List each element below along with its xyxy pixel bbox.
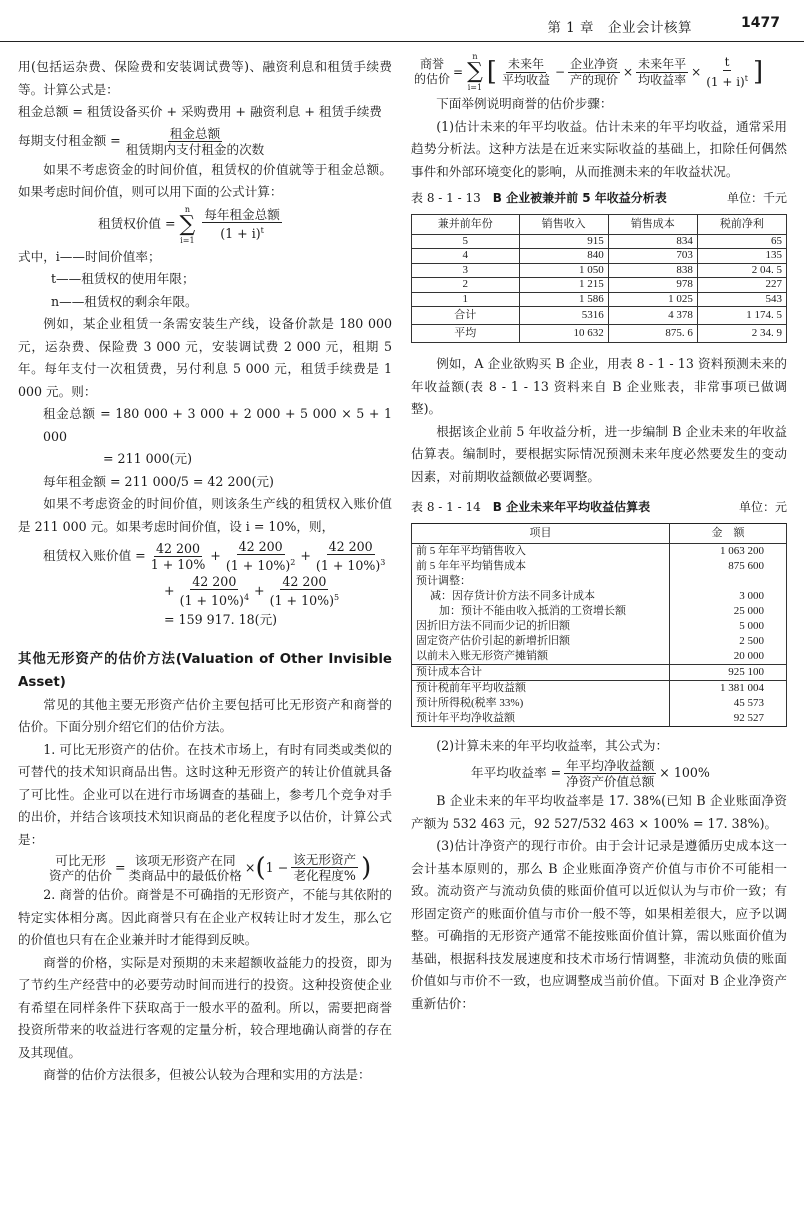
table-row <box>412 292 787 307</box>
table-cell: 92 527 <box>670 711 787 727</box>
table-cell: 20 000 <box>670 649 787 665</box>
table-row <box>412 559 787 574</box>
paragraph: B 企业未来的年平均收益率是 17. 38%(已知 B 企业账面净资产额为 532 463 元，92 527/532 463 × 100% = 17. 38%)。 <box>411 793 787 831</box>
definition: t——租赁权的使用年限； <box>51 271 195 286</box>
table-row <box>412 696 787 711</box>
table-row <box>412 619 787 634</box>
table-row <box>412 680 787 696</box>
table-cell: 1 381 004 <box>670 680 787 696</box>
section-heading: 其他无形资产的估价方法(Valuation of Other Invisible Asset) <box>18 651 392 690</box>
definition: 式中，i——时间价值率； <box>18 248 161 264</box>
table-cell: 前 5 年年平均销售成本 <box>412 559 670 574</box>
table-cell: 978 <box>608 278 697 293</box>
sigma-symbol: n ∑ i=1 <box>467 52 483 92</box>
table-cell: 925 100 <box>670 664 787 680</box>
table-cell: 合计 <box>412 307 520 325</box>
table-cell: 703 <box>608 249 697 264</box>
paragraph: 如果不考虑资金的时间价值，则该条生产线的租赁权入账价值是 211 000 元。如果考虑时间价值，设 i = 10%，则， <box>18 496 392 534</box>
table-cell: 227 <box>697 278 786 293</box>
income-analysis-table: 兼并前年份 销售收入 销售成本 税前净利 5 915 834 65 4 840 703 135 3 1 050 838 2 04. 5 2 1 215 978 227 1 1 586 1 025 543 合计 5316 4 378 1 174. 5 平均 10 632 875. 6 2 34. 9 <box>411 214 787 344</box>
table-cell: 3 <box>412 263 520 278</box>
table-cell: 840 <box>519 249 608 264</box>
table-row <box>412 263 787 278</box>
table-cell: 543 <box>697 292 786 307</box>
equation: = 211 000(元) <box>103 451 193 466</box>
table-row <box>412 634 787 649</box>
equation-result: = 159 917. 18(元) <box>164 612 278 628</box>
table-cell: 875. 6 <box>608 325 697 343</box>
table-cell: 固定资产估价引起的新增折旧额 <box>412 634 670 649</box>
formula-return-rate: 年平均收益率 = $\frac{\text{年平均净收益额}}{\text{净资产价值总额}}$ × 100% <box>471 758 710 789</box>
paragraph: (3)估计净资产的现行市价。由于会计记录是遵循历史成本这一会计基本原则的，那么 B 企业账面净资产价值与市价不可能相一致。流动资产与流动负债的账面价值可以近似认为与市价一致；有形固定资产的账面价值与市价一般不等，如果相差很大，应予以调整。可确指的无形资产通常不能按账面价值计算，需以账面价值为基础，根据科技发展速度和技术市场行情调整，非流动负债的账面价值如与市价不一致，也应调整成当前价值。下面对 B 企业净资产重新估价： <box>411 838 787 1011</box>
table-cell: 3 000 <box>670 589 787 604</box>
table-cell: 65 <box>697 234 786 249</box>
paragraph: 2. 商誉的估价。商誉是不可确指的无形资产，不能与其依附的特定实体相分离。因此商誉只有在企业产权转让时才发生，那么它的价值也只有在企业兼并时才能得到反映。 <box>18 887 392 948</box>
fraction: $\frac{\text{每年租金总额}}{(1 + i)^t}$ <box>204 207 280 242</box>
table-row <box>412 589 787 604</box>
table-cell: 1 174. 5 <box>697 307 786 325</box>
table-cell: 2 <box>412 278 520 293</box>
paragraph: 下面举例说明商誉的估价步骤： <box>436 96 613 111</box>
formula-goodwill: 商誉 的估价 = n ∑ i=1 [ $\frac{\text{未来年}}{\text{平均收益}}$ − $\frac{\text{企业净资}}{\text{产的现价}}$ × $\frac{\text{未来年平}}{\text{均收益率}}$ × $\frac{t}{(1 + i)^t}$ ] <box>414 52 764 92</box>
table-cell: 2 04. 5 <box>697 263 786 278</box>
table-cell: 25 000 <box>670 604 787 619</box>
table-cell: 1 215 <box>519 278 608 293</box>
total-row <box>412 307 787 325</box>
table-cell: 因折旧方法不同而少记的折旧额 <box>412 619 670 634</box>
header-rule <box>0 41 804 42</box>
table-cell: 1 586 <box>519 292 608 307</box>
income-estimate-table: 项目 金 额 前 5 年年平均销售收入 1 063 200 前 5 年年平均销售成本 875 600 预计调整： 减：因存货计价方法不同多计成本 3 000 加：预计不能由收入抵消的工资增长额 25 000 因折旧方法不同而少记的折旧额 5 000 固定资产估价引起的新增折旧额 2 500 以前未入账无形资产摊销额 20 000 预计成本合计 925 100 预计税前年平均收益额 1 381 004 预计所得税(税率 33%) 45 573 预计年平均净收益额 92 527 <box>411 523 787 727</box>
equation: 每年租金额 = 211 000/5 = 42 200(元) <box>43 473 274 489</box>
paragraph: 常见的其他主要无形资产估价主要包括可比无形资产和商誉的估价。下面分别介绍它们的估价方法。 <box>18 696 392 735</box>
table-row <box>412 574 787 589</box>
paragraph: 例如，某企业租赁一条需安装生产线，设备价款是 180 000元，运杂费、保险费 3 000 元，安装调试费 2 000 元，租期 5 年。每年支付一次租赁费，另付利息 5 000 元，租赁手续费是 1 000 元。则： <box>18 316 392 399</box>
table-cell: 875 600 <box>670 559 787 574</box>
fraction: $\frac{\text{租金总额}}{\text{租赁期内支付租金的次数}}$ <box>125 125 265 157</box>
table-cell <box>670 574 787 589</box>
formula-lease-value: 租赁权价值 = n ∑ i=1 $\frac{\text{每年租金总额}}{(1 + i)^t}$ <box>98 204 280 245</box>
table-cell: 预计调整： <box>412 574 670 589</box>
paragraph: (2)计算未来的年平均收益率，其公式为： <box>436 737 669 753</box>
left-column <box>18 56 392 1087</box>
table-cell: 838 <box>608 263 697 278</box>
table-cell: 834 <box>608 234 697 249</box>
formula-comparable-asset: 可比无形 资产的估价 = 该项无形资产在同 类商品中的最低价格 × ( 1 − $\frac{\text{该无形资产}}{\text{老化程度\%}}$ ) <box>49 852 372 884</box>
paragraph: (1)估计未来的年平均收益。估计未来的年平均收益，通常采用趋势分析法。这种方法是在近来实际收益的基础上，扣除任何偶然事件和外部环境变化的影响，从而推测未来的年收益状况。 <box>411 118 787 179</box>
table-cell: 4 <box>412 249 520 264</box>
page-header <box>0 0 804 44</box>
table-cell: 预计成本合计 <box>412 664 670 680</box>
table-cell: 915 <box>519 234 608 249</box>
table-row <box>412 543 787 559</box>
table-cell: 5316 <box>519 307 608 325</box>
table-cell: 1 050 <box>519 263 608 278</box>
right-column <box>411 52 787 1015</box>
table-cell: 10 632 <box>519 325 608 343</box>
table-caption: 表 8 - 1 - 14 B 企业未来年平均收益估算表 单位：元 <box>411 500 787 514</box>
table-row <box>412 278 787 293</box>
equation: 租金总额 = 180 000 + 3 000 + 2 000 + 5 000 × 5 + 1 000 <box>43 406 392 444</box>
table-row <box>412 234 787 249</box>
table-row <box>412 249 787 264</box>
sigma-symbol: n ∑ i=1 <box>179 204 196 245</box>
table-row <box>412 649 787 665</box>
paragraph: 用(包括运杂费、保险费和安装调试费等)、融资利息和租赁手续费等。计算公式是： <box>18 59 392 97</box>
table-cell: 1 <box>412 292 520 307</box>
paragraph: 如果不考虑资金的时间价值，租赁权的价值就等于租金总额。如果考虑时间价值，则可以用下面的公式计算： <box>18 161 392 199</box>
table-cell: 5 000 <box>670 619 787 634</box>
chapter-title: 第 1 章 企业会计核算 <box>547 20 692 36</box>
table-cell: 减：因存货计价方法不同多计成本 <box>412 589 670 604</box>
paragraph: 商誉的价格，实际是对预期的未来超额收益能力的投资，即为了节约生产经营中的必要劳动时间而进行的投资。这种投资使企业有希望在同样条件下获取高于一般水平的盈利。所以，需要把商誉投资所带来的收益进行客观的定量分析，较合理地确认商誉的存在及其现值。 <box>18 954 392 1060</box>
table-row <box>412 664 787 680</box>
table-cell: 5 <box>412 234 520 249</box>
table-row <box>412 604 787 619</box>
table-cell: 预计年平均净收益额 <box>412 711 670 727</box>
table-cell: 预计税前年平均收益额 <box>412 680 670 696</box>
table-cell: 135 <box>697 249 786 264</box>
table-cell: 预计所得税(税率 33%) <box>412 696 670 711</box>
formula-rent-total: 租金总额 = 租赁设备买价 + 采购费用 + 融资利息 + 租赁手续费 <box>18 104 382 119</box>
table-cell: 45 573 <box>670 696 787 711</box>
paragraph: 根据该企业前 5 年收益分析，进一步编制 B 企业未来的年收益估算表。编制时，要根据实际情况预测未来年度必然要发生的变动因素，对前期收益额做必要调整。 <box>411 423 787 484</box>
formula-lease-entry-cont: + $\frac{42 200}{(1 + 10\%)^4}$ + $\frac{42 200}{(1 + 10\%)^5}$ <box>164 574 340 609</box>
table-cell: 1 025 <box>608 292 697 307</box>
table-row <box>412 711 787 727</box>
table-cell: 4 378 <box>608 307 697 325</box>
table-cell: 平均 <box>412 325 520 343</box>
page-number: 1477 <box>741 15 780 31</box>
table-cell: 以前未入账无形资产摊销额 <box>412 649 670 665</box>
paragraph: 1. 可比无形资产的估价。在技术市场上，有时有同类或类似的可替代的技术知识商品出售。这时这种无形资产的转让价值就具备了可比性。企业可以在进行市场调查的基础上，参考几个竞争对手的出价，并结合该项技术知识商品的老化程度予以估价，计算公式是： <box>18 741 392 847</box>
formula-lease-entry-value: 租赁权入账价值 = $\frac{42 200}{1 + 10\%}$ + $\frac{42 200}{(1 + 10\%)^2}$ + $\frac{42 200}{(1 + 10\%)^3}$ <box>43 539 386 574</box>
average-row <box>412 325 787 343</box>
table-cell: 加：预计不能由收入抵消的工资增长额 <box>412 604 670 619</box>
definition: n——租赁权的剩余年限。 <box>51 293 198 309</box>
table-caption: 表 8 - 1 - 13 B 企业被兼并前 5 年收益分析表 单位：千元 <box>411 191 787 205</box>
paragraph: 例如，A 企业欲购买 B 企业，用表 8 - 1 - 13 资料预测未来的年收益额(表 8 - 1 - 13 资料来自 B 企业账表，非常事项已做调整)。 <box>411 356 787 416</box>
table-cell: 2 34. 9 <box>697 325 786 343</box>
table-cell: 前 5 年年平均销售收入 <box>412 543 670 559</box>
paragraph: 商誉的估价方法很多，但被公认较为合理和实用的方法是： <box>43 1067 371 1083</box>
table-cell: 1 063 200 <box>670 543 787 559</box>
formula-periodic-rent: 每期支付租金额 = $\frac{\text{租金总额}}{\text{租赁期内支付租金的次数}}$ <box>18 125 265 157</box>
table-cell: 2 500 <box>670 634 787 649</box>
